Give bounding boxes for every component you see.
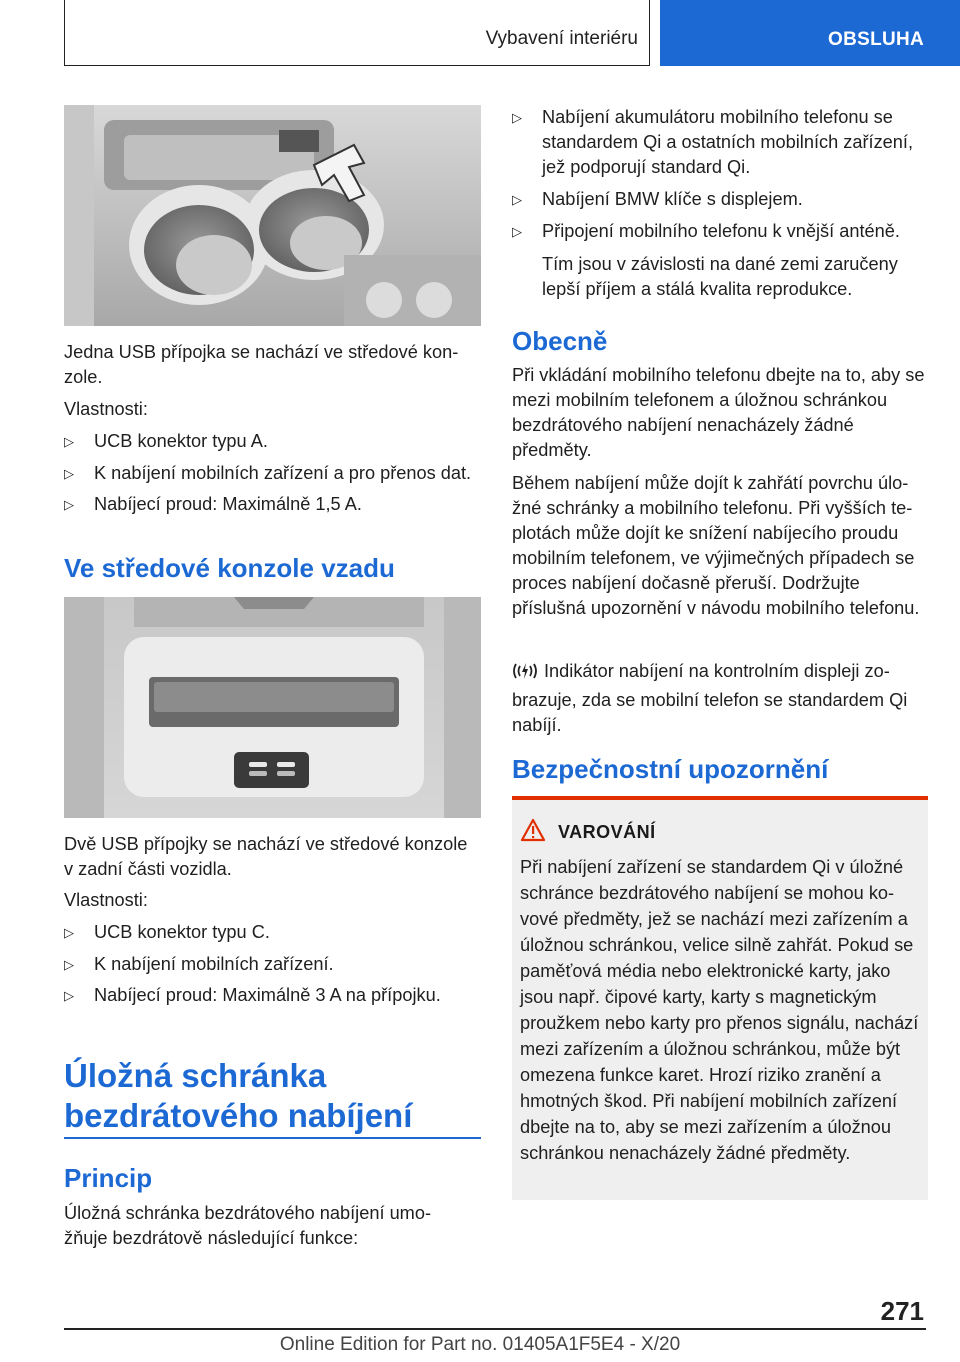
list-item-text: UCB konektor typu A. <box>94 431 268 451</box>
photo1-caption: Jedna USB přípojka se nachází ve středové konzole. <box>64 342 459 387</box>
heading-rear-console: Ve středové konzole vzadu <box>64 553 395 583</box>
footer-rule <box>64 1328 926 1330</box>
list-item-text: K nabíjení mobilních zařízení a pro přenos dat. <box>94 463 472 483</box>
photo-rear-console-usb <box>64 597 481 818</box>
chapter-title-line1: Úložná schránka <box>64 1057 327 1094</box>
bullet-icon: ▷ <box>64 957 74 972</box>
chapter-title-line2: bezdrátového nabíjení <box>64 1097 413 1134</box>
list-item-text: UCB konektor typu C. <box>94 922 270 942</box>
list-item <box>512 105 926 180</box>
wireless-charging-icon <box>512 661 538 688</box>
photo2-caption: Dvě USB přípojky se nachází ve středové konzole v zadní části vozidla. <box>64 834 468 879</box>
list-item-text: Nabíjení akumulátoru mobilního telefonu se standardem Qi a ostatních mobilních zařízení, jež podporují standard Qi. <box>542 107 914 177</box>
list-item <box>64 429 481 454</box>
list-item-text: Nabíjecí proud: Maximálně 3 A na přípojku. <box>94 985 441 1005</box>
header-chapter-tab[interactable]: OBSLUHA <box>660 0 960 66</box>
list-item-text: Nabíjení BMW klíče s displejem. <box>542 189 803 209</box>
bullet-icon: ▷ <box>64 434 74 449</box>
bullet-icon: ▷ <box>512 192 522 207</box>
header-divider-bottom <box>64 65 650 66</box>
general-paragraph-3-text: Indikátor nabíjení na kontrolním displeji zobrazuje, zda se mobilní telefon se standardem Qi nabíjí. <box>512 661 908 735</box>
heading-principle: Princip <box>64 1163 153 1193</box>
header-divider-left <box>64 0 65 66</box>
list-item <box>512 187 926 212</box>
heading-safety: Bezpečnostní upozornění <box>512 754 829 784</box>
properties-label-rear: Vlastnosti: <box>64 890 148 910</box>
list-item <box>64 920 481 945</box>
bullet-icon: ▷ <box>64 925 74 940</box>
list-item <box>512 219 926 244</box>
heading-general: Obecně <box>512 326 608 356</box>
list-item <box>64 492 481 517</box>
bullet-icon: ▷ <box>64 466 74 481</box>
footer-edition[interactable]: Online Edition for Part no. 01405A1F5E4 - X/20 <box>279 1334 681 1355</box>
warning-box-top-bar <box>512 796 928 800</box>
properties-label-front: Vlastnosti: <box>64 399 148 419</box>
list-item <box>64 983 481 1008</box>
general-paragraph-3 <box>512 659 926 738</box>
list-item <box>64 461 481 486</box>
warning-title: VAROVÁNÍ <box>558 822 656 842</box>
function3-note: Tím jsou v závislosti na dané zemi zaručeny lepší příjem a stálá kvalita reprodukce. <box>542 254 898 299</box>
bullet-icon: ▷ <box>64 988 74 1003</box>
chapter-title-rule <box>64 1137 481 1139</box>
general-paragraph-1: Při vkládání mobilního telefonu dbejte na to, aby se mezi mobilním telefonem a úložnou schránkou bezdrátového nabíjení nenacházely žádné předměty. <box>512 365 925 460</box>
principle-text: Úložná schránka bezdrátového nabíjení umožňuje bezdrátově následující funkce: <box>64 1203 432 1248</box>
page-number: 271 <box>880 1296 924 1326</box>
list-item-text: Připojení mobilního telefonu k vnější anténě. <box>542 221 900 241</box>
photo-center-console-usb <box>64 105 481 326</box>
list-item-text: K nabíjení mobilních zařízení. <box>94 954 334 974</box>
warning-text: Při nabíjení zařízení se standardem Qi v úložné schránce bezdrátového nabíjení se mohou kovové předměty, jež se nachází mezi zařízením a úložnou schránkou, velice silně zahřát. Pokud se paměťová média nebo elektronické karty, jako jsou např. čipové karty, karty s magnetickým proužkem nebo karty pro přenos signálu, nachází mezi zařízením a úložnou schránkou, může být omezena funkce karet. Hrozí riziko zranění a hmotných škod. Při nabíjení mobilních zařízení dbejte na to, aby se mezi zařízením a úložnou schránkou nenacházely žádné předměty. <box>520 857 919 1163</box>
warning-triangle-icon <box>520 818 546 847</box>
header-divider-right <box>649 0 650 66</box>
header-section-title: Vybavení interiéru <box>485 28 638 49</box>
list-item <box>64 952 481 977</box>
bullet-icon: ▷ <box>64 497 74 512</box>
general-paragraph-2: Během nabíjení může dojít k zahřátí povrchu úložné schránky a mobilního telefonu. Při vyšších teplotách může dojít ke snížení nabíjecího proudu mobilním telefonem, ve výjimečných případech se proces nabíjení dočasně přeruší. Dodržujte příslušná upozornění v návodu mobilního telefonu. <box>512 473 920 618</box>
list-item-text: Nabíjecí proud: Maximálně 1,5 A. <box>94 494 362 514</box>
bullet-icon: ▷ <box>512 224 522 239</box>
bullet-icon: ▷ <box>512 110 522 125</box>
